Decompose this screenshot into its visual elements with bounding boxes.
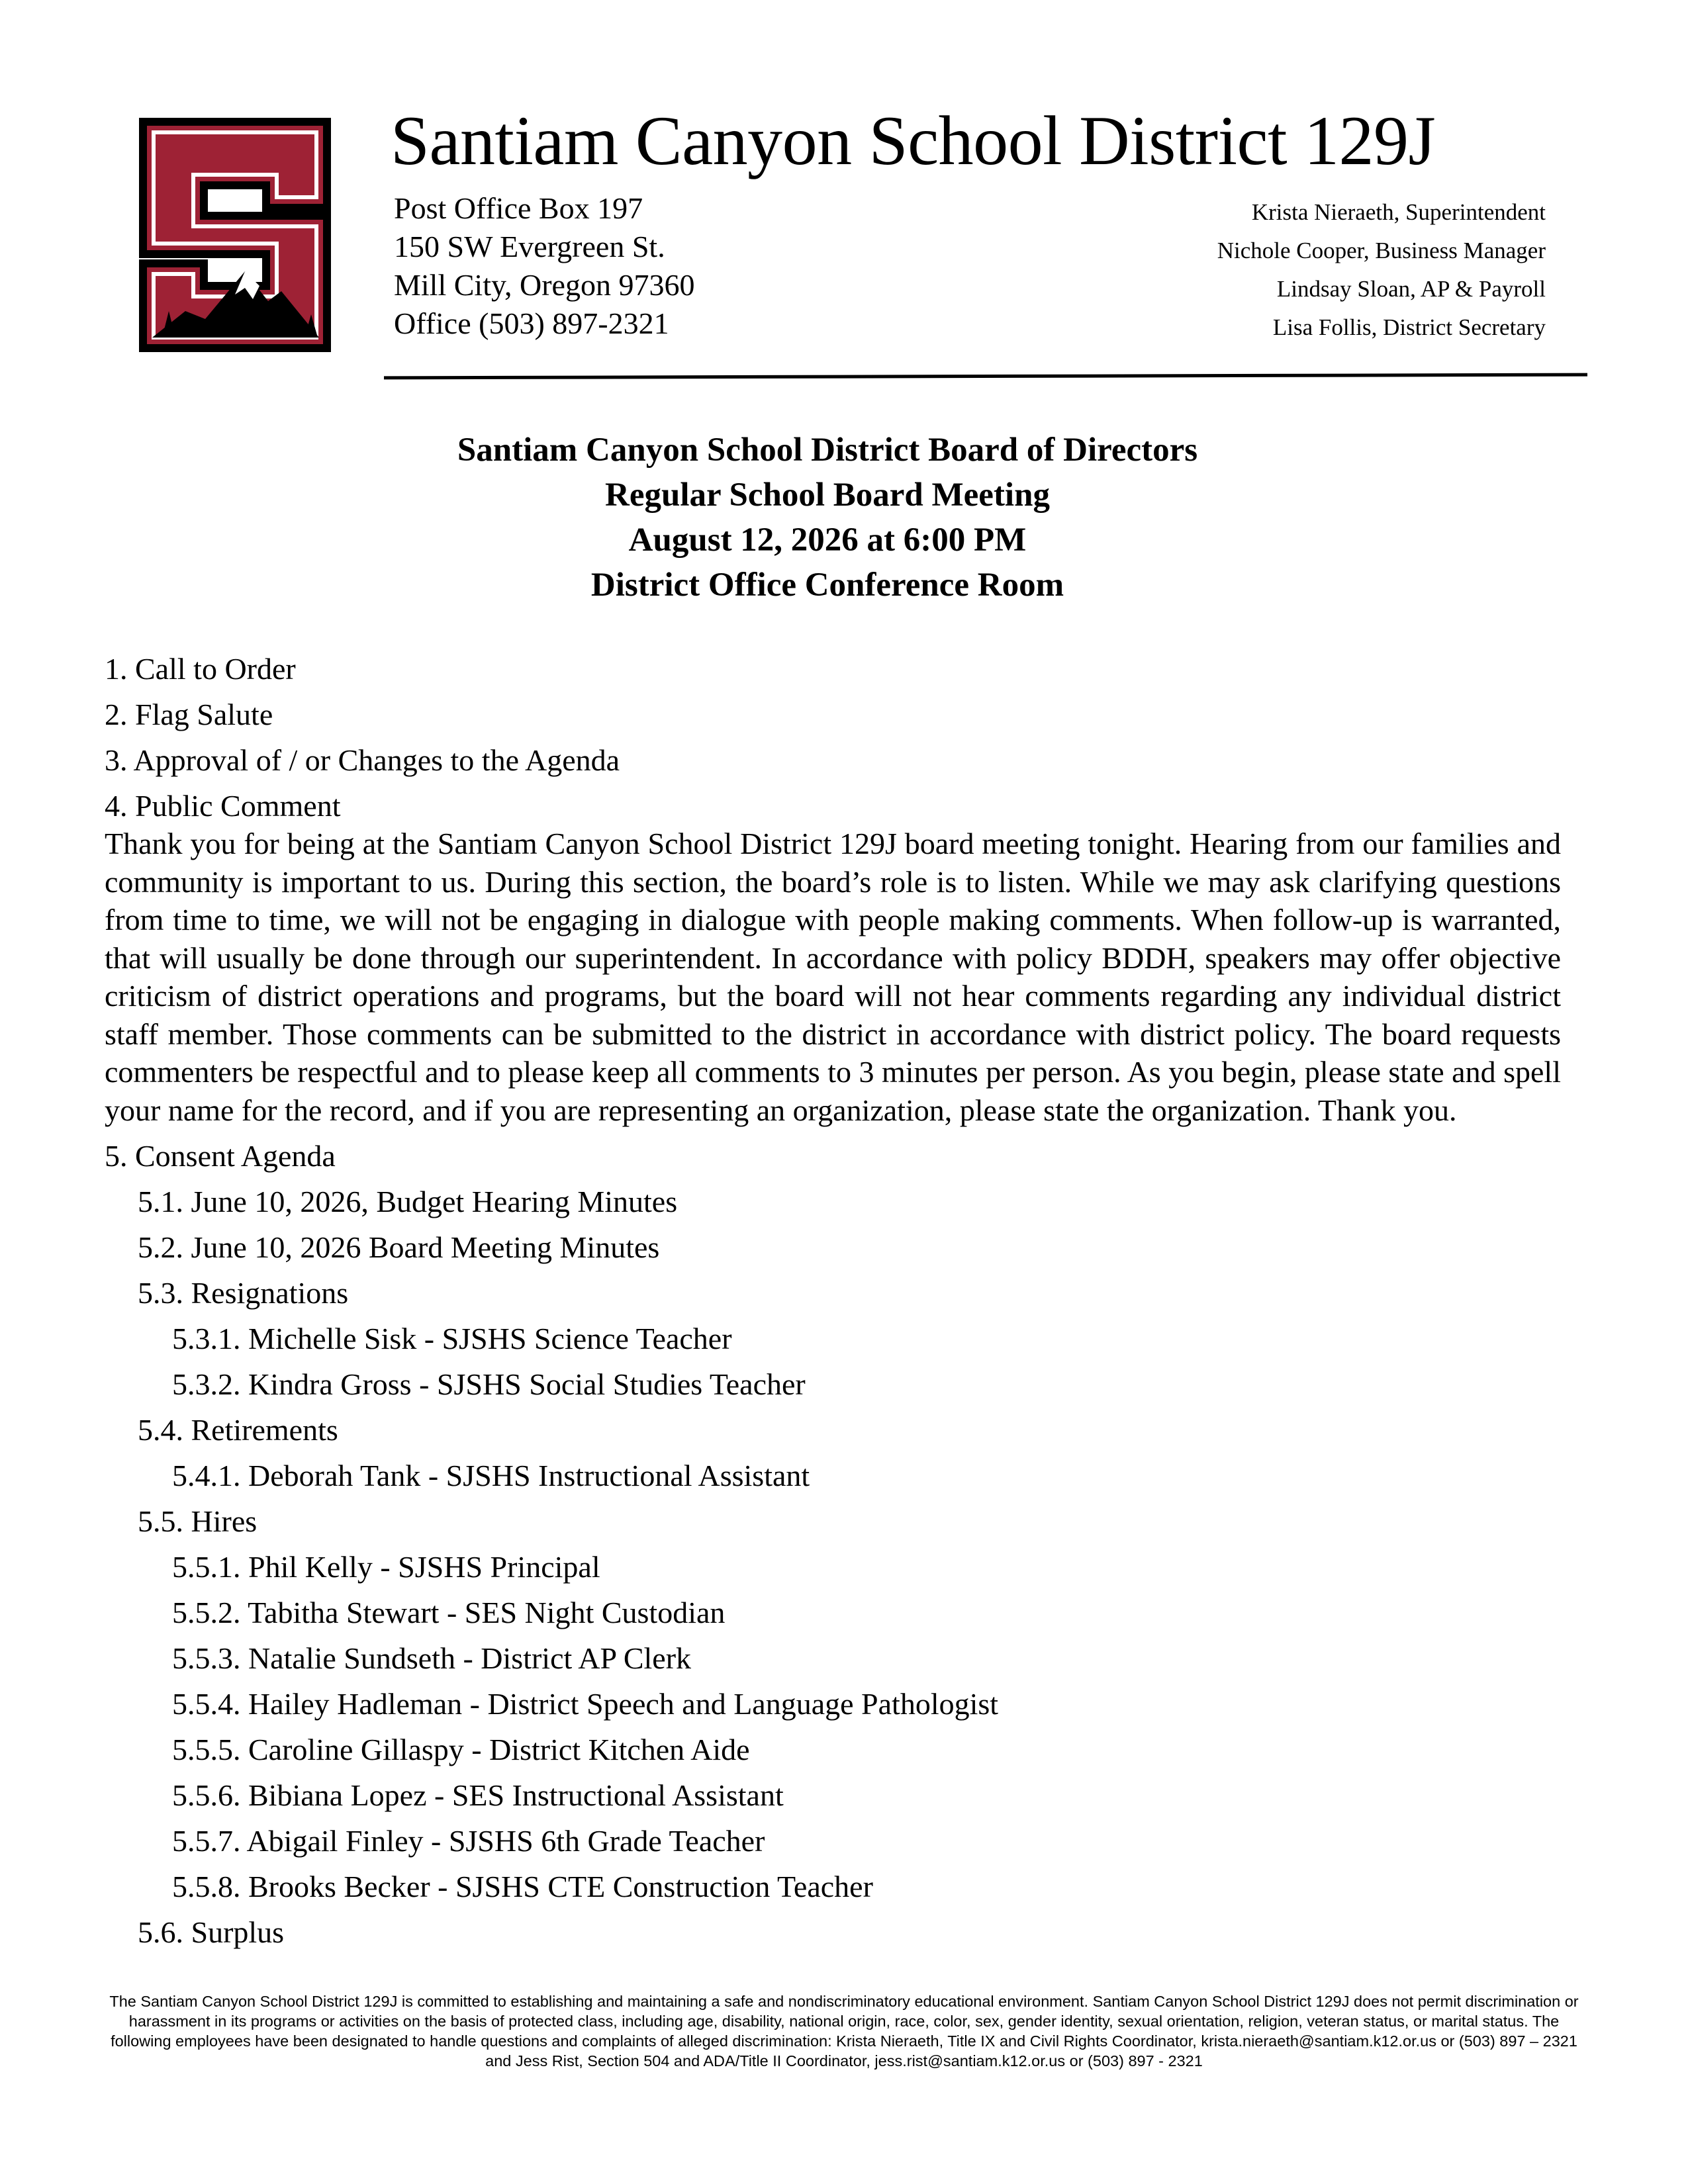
staff-line: Lisa Follis, District Secretary (1272, 314, 1546, 340)
meeting-heading (0, 428, 1655, 608)
agenda-subsubitem: 5.4.1. Deborah Tank - SJSHS Instructional Assistant (172, 1459, 810, 1492)
agenda-subitem: 5.5. Hires (138, 1504, 258, 1538)
agenda-subsubitem: 5.5.5. Caroline Gillaspy - District Kitchen Aide (172, 1733, 750, 1766)
agenda-subitem: 5.3. Resignations (138, 1276, 349, 1310)
staff-line: Lindsay Sloan, AP & Payroll (1276, 276, 1546, 302)
agenda-list (105, 646, 1561, 1955)
agenda-subsubitem: 5.5.8. Brooks Becker - SJSHS CTE Construction Teacher (172, 1870, 873, 1903)
agenda-subitem: 5.6. Surplus (138, 1915, 285, 1949)
header-divider (384, 373, 1587, 380)
agenda-subitem: 5.4. Retirements (138, 1413, 338, 1447)
agenda-item: 5. Consent Agenda (105, 1139, 336, 1173)
agenda-subsubitem: 5.5.4. Hailey Hadleman - District Speech and Language Pathologist (172, 1687, 999, 1721)
nondiscrimination-footer: The Santiam Canyon School District 129J is committed to establishing and maintaining a safe and nondiscriminatory educational environment. Santiam Canyon School District 129J does not permit discrimination or harassment in its programs or activities on the basis of protected class, including age, disability, national origin, race, color, sex, gender identity, sexual orientation, religion, veteran status, or marital status. The following employees have been designated to handle questions and complaints of alleged discrimination: Krista Nieraeth, Title IX and Civil Rights Coordinator, krista.nieraeth@santiam.k12.or.us or (503) 897 – 2321 and Jess Rist, Section 504 and ADA/Title II Coordinator, jess.rist@santiam.k12.or.us or (503) 897 - 2321 (109, 1993, 1579, 2070)
agenda-item: 4. Public Comment (105, 789, 341, 823)
agenda-subitem: 5.2. June 10, 2026 Board Meeting Minutes (138, 1230, 660, 1264)
agenda-item: 2. Flag Salute (105, 698, 273, 731)
board-name: Santiam Canyon School District Board of Directors (457, 432, 1198, 469)
agenda-subitem: 5.1. June 10, 2026, Budget Hearing Minutes (138, 1185, 678, 1218)
meeting-location: District Office Conference Room (590, 567, 1064, 604)
agenda-subsubitem: 5.5.7. Abigail Finley - SJSHS 6th Grade Teacher (172, 1824, 765, 1858)
agenda-subsubitem: 5.5.1. Phil Kelly - SJSHS Principal (172, 1550, 600, 1584)
agenda-subsubitem: 5.3.1. Michelle Sisk - SJSHS Science Teacher (172, 1322, 732, 1355)
agenda-subsubitem: 5.5.2. Tabitha Stewart - SES Night Custodian (172, 1596, 726, 1629)
phone-line: Office (503) 897-2321 (394, 306, 669, 340)
s-mountain-logo-icon (113, 113, 357, 357)
agenda-item: 3. Approval of / or Changes to the Agenda (105, 743, 620, 777)
address-line: Mill City, Oregon 97360 (394, 268, 695, 302)
staff-line: Krista Nieraeth, Superintendent (1251, 199, 1546, 225)
district-logo (113, 113, 357, 357)
agenda-subsubitem: 5.3.2. Kindra Gross - SJSHS Social Studies Teacher (172, 1367, 806, 1401)
address-line: 150 SW Evergreen St. (394, 230, 665, 263)
agenda-item: 1. Call to Order (105, 652, 296, 686)
staff-directory (1217, 193, 1546, 347)
agenda-subsubitem: 5.5.3. Natalie Sundseth - District AP Clerk (172, 1641, 692, 1675)
meeting-type: Regular School Board Meeting (605, 477, 1050, 514)
district-address (394, 189, 694, 343)
meeting-date: August 12, 2026 at 6:00 PM (628, 522, 1027, 559)
public-comment-statement: Thank you for being at the Santiam Canyon School District 129J board meeting tonight. Hearing from our families and community is important to us. During this section, the board’s role is to listen. While we may ask clarifying questions from time to time, we will not be engaging in dialogue with people making comments. When follow-up is warranted, that will usually be done through our superintendent. In accordance with policy BDDH, speakers may offer objective criticism of district operations and programs, but the board will not hear comments regarding any individual district staff member. Those comments can be submitted to the district in accordance with district policy. The board requests commenters be respectful and to please keep all comments to 3 minutes per person. As you begin, please state and spell your name for the record, and if you are representing an organization, please state the organization. Thank you. (105, 827, 1561, 1127)
staff-line: Nichole Cooper, Business Manager (1217, 238, 1546, 263)
district-name: Santiam Canyon School District 129J (391, 102, 1436, 179)
address-line: Post Office Box 197 (394, 191, 643, 225)
agenda-subsubitem: 5.5.6. Bibiana Lopez - SES Instructional Assistant (172, 1778, 784, 1812)
